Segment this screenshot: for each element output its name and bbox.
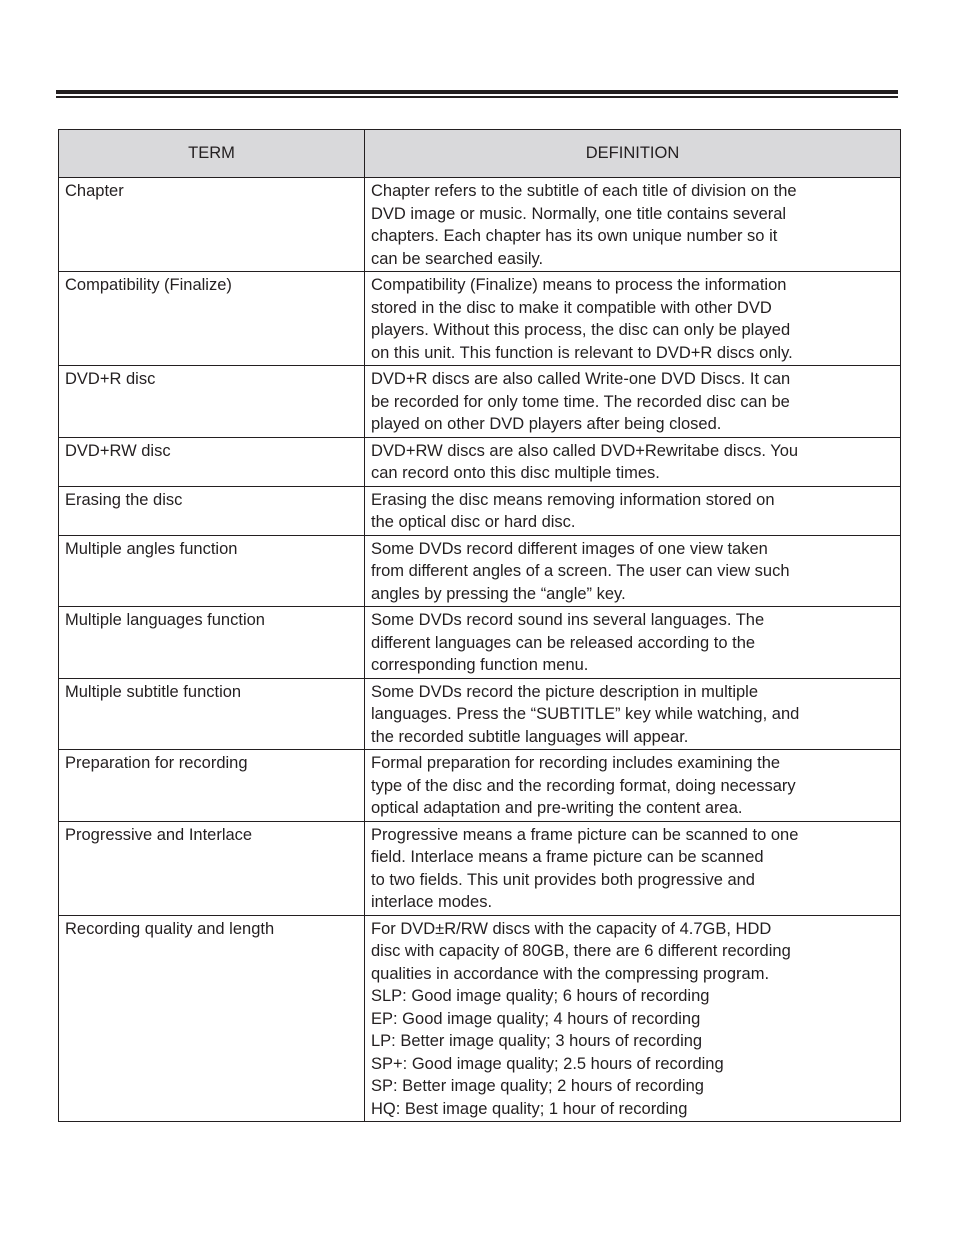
term-column-header: TERM xyxy=(59,130,365,178)
term-cell: DVD+R disc xyxy=(59,366,365,438)
definition-cell: Chapter refers to the subtitle of each title of division on the DVD image or music. Normally, one title contains several chapters. Each chapter has its own unique number so it can be searched easily. xyxy=(365,178,901,272)
table-row xyxy=(59,486,901,535)
definition-cell: Compatibility (Finalize) means to process the information stored in the disc to make it compatible with other DVD players. Without this process, the disc can only be played on this unit. This function is relevant to DVD+R discs only. xyxy=(365,272,901,366)
table-row xyxy=(59,915,901,1122)
term-cell: DVD+RW disc xyxy=(59,437,365,486)
term-cell: Erasing the disc xyxy=(59,486,365,535)
definition-cell: Some DVDs record sound ins several languages. The different languages can be released according to the corresponding function menu. xyxy=(365,607,901,679)
term-cell: Recording quality and length xyxy=(59,915,365,1122)
definition-column-header: DEFINITION xyxy=(365,130,901,178)
definition-cell: Some DVDs record different images of one view taken from different angles of a screen. The user can view such angles by pressing the “angle” key. xyxy=(365,535,901,607)
table-row xyxy=(59,535,901,607)
term-cell: Chapter xyxy=(59,178,365,272)
term-cell: Compatibility (Finalize) xyxy=(59,272,365,366)
definition-cell: Some DVDs record the picture description in multiple languages. Press the “SUBTITLE” key while watching, and the recorded subtitle languages will appear. xyxy=(365,678,901,750)
table-row xyxy=(59,272,901,366)
term-cell: Multiple angles function xyxy=(59,535,365,607)
table-row xyxy=(59,178,901,272)
table-header-row xyxy=(59,130,901,178)
table-row xyxy=(59,437,901,486)
table-row xyxy=(59,366,901,438)
definition-cell: Erasing the disc means removing information stored on the optical disc or hard disc. xyxy=(365,486,901,535)
glossary-table xyxy=(58,129,901,1122)
table-row xyxy=(59,750,901,822)
table-row xyxy=(59,821,901,915)
term-cell: Preparation for recording xyxy=(59,750,365,822)
term-cell: Multiple languages function xyxy=(59,607,365,679)
table-row xyxy=(59,678,901,750)
term-cell: Progressive and Interlace xyxy=(59,821,365,915)
definition-cell: Progressive means a frame picture can be scanned to one field. Interlace means a frame picture can be scanned to two fields. This unit provides both progressive and interlace modes. xyxy=(365,821,901,915)
definition-cell: DVD+R discs are also called Write-one DVD Discs. It can be recorded for only tome time. The recorded disc can be played on other DVD players after being closed. xyxy=(365,366,901,438)
definition-cell: For DVD±R/RW discs with the capacity of 4.7GB, HDD disc with capacity of 80GB, there are 6 different recording qualities in accordance with the compressing program. SLP: Good image quality; 6 hours of recording EP: Good image quality; 4 hours of recording LP: Better image quality; 3 hours of recording SP+: Good image quality; 2.5 hours of recording SP: Better image quality; 2 hours of recording HQ: Best image quality; 1 hour of recording xyxy=(365,915,901,1122)
header-rule-thin xyxy=(56,96,898,98)
term-cell: Multiple subtitle function xyxy=(59,678,365,750)
table-row xyxy=(59,607,901,679)
definition-cell: DVD+RW discs are also called DVD+Rewritabe discs. You can record onto this disc multiple times. xyxy=(365,437,901,486)
definition-cell: Formal preparation for recording includes examining the type of the disc and the recording format, doing necessary optical adaptation and pre-writing the content area. xyxy=(365,750,901,822)
header-rule-thick xyxy=(56,90,898,94)
